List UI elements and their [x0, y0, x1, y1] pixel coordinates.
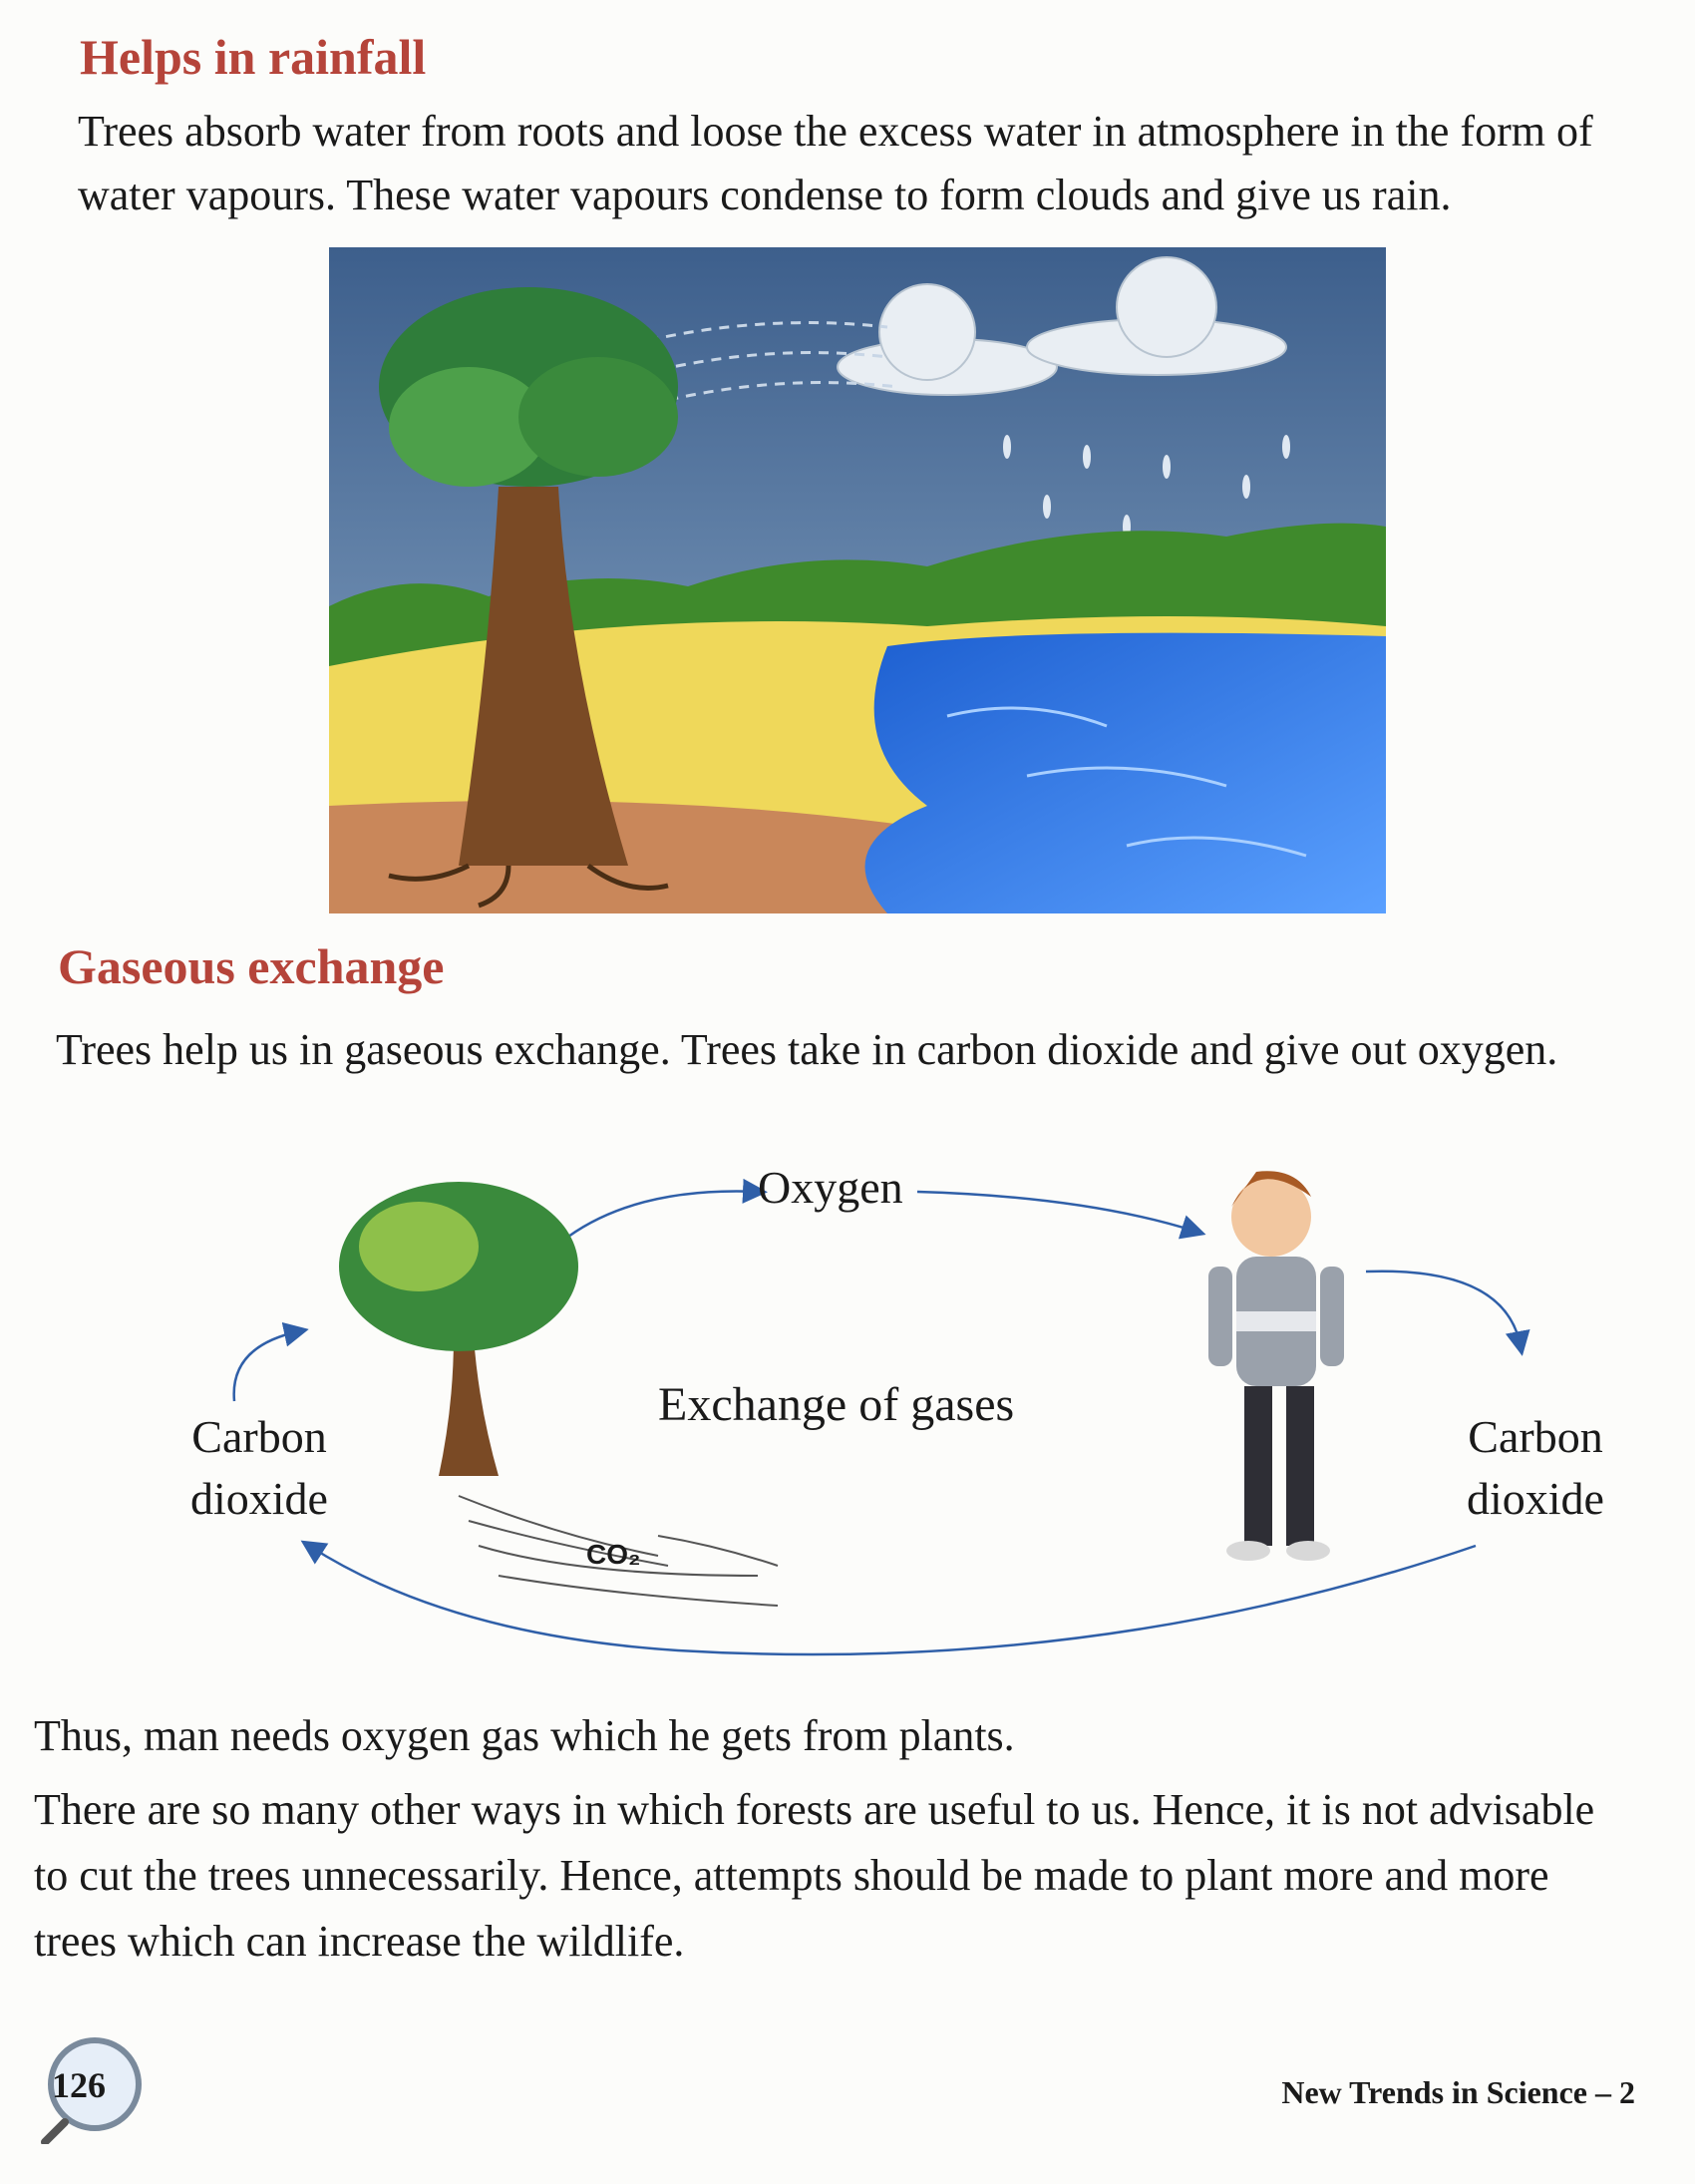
book-title-footer: New Trends in Science – 2 [1281, 2074, 1635, 2110]
oxygen-label: Oxygen [758, 1162, 903, 1213]
co2-arrow-left [234, 1331, 299, 1401]
carbon-dioxide-label-left: Carbon dioxide [190, 1411, 328, 1524]
conclusion-paragraph: There are so many other ways in which forests are useful to us. Hence, it is not advisable to cut the trees unnecessarily. Hence, attempts should be made to plant more and more trees which can increase the wildlife. [34, 1785, 1595, 1966]
co2-arrow-right [1366, 1272, 1521, 1346]
conclusion-line-1: Thus, man needs oxygen gas which he gets from plants. [34, 1711, 1015, 1760]
exchange-of-gases-label: Exchange of gases [658, 1378, 1015, 1431]
tree-icon [339, 1182, 578, 1476]
boy-icon [1208, 1171, 1344, 1561]
gaseous-exchange-paragraph: Trees help us in gaseous exchange. Trees take in carbon dioxide and give out oxygen. [56, 1025, 1558, 1074]
section-heading-gaseous-exchange: Gaseous exchange [58, 938, 445, 994]
oxygen-arrow-left [568, 1192, 758, 1237]
page-number: 126 [52, 2065, 106, 2105]
carbon-dioxide-label-right: Carbon dioxide [1467, 1411, 1604, 1524]
rainfall-paragraph: Trees absorb water from roots and loose the excess water in atmosphere in the form of water vapours. These water vapours condense to form clouds and give us rain. [78, 107, 1593, 219]
rainfall-illustration [329, 247, 1386, 913]
oxygen-arrow-right [917, 1192, 1196, 1232]
section-heading-rainfall: Helps in rainfall [80, 29, 427, 85]
co2-formula-label: CO₂ [586, 1539, 641, 1570]
co2-arrow-bottom [309, 1546, 1476, 1654]
